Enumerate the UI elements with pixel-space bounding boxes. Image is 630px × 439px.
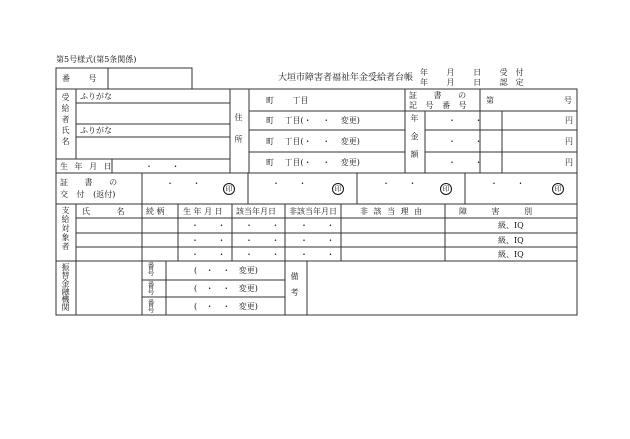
- issue-label-top: 証 書 の: [60, 178, 118, 187]
- certificate-dai: 第: [486, 96, 494, 105]
- pension-amount-label: 年金額: [410, 114, 419, 168]
- form-title: 大垣市障害者福祉年金受給者台帳: [278, 73, 414, 83]
- issue-date-4: ・ ・: [490, 179, 533, 188]
- remarks-label: 備考: [290, 272, 299, 304]
- row1-non-applicable: ・ ・: [300, 221, 343, 230]
- col-birth-date: 生 年 月 日: [183, 207, 223, 216]
- row1-grade: 級、IQ: [498, 221, 524, 230]
- certificate-go: 号: [564, 96, 572, 105]
- pension-yen-3: 円: [565, 158, 573, 167]
- row2-non-applicable: ・ ・: [300, 236, 343, 245]
- col-non-applicable-date: 非該当年月日: [289, 207, 337, 216]
- bank-change-2: ( ・ ・ 変更): [194, 284, 258, 293]
- row3-birth: ・ ・: [191, 250, 234, 259]
- recipient-name-field-1[interactable]: [77, 104, 229, 123]
- bank-label: 振替金融機関: [61, 263, 70, 311]
- row1-birth: ・ ・: [191, 221, 234, 230]
- birth-date-label: 生 年 月 日: [60, 162, 114, 171]
- issue-label-bottom: 交 付 (返付): [60, 190, 116, 199]
- address-row-1: 町 丁目: [266, 96, 309, 105]
- row1-applicable: ・ ・: [245, 221, 288, 230]
- address-row-3: 町 丁目(・ ・ 変更): [266, 137, 360, 146]
- row2-grade: 級、IQ: [498, 236, 524, 245]
- bank-change-1: ( ・ ・ 変更): [194, 266, 258, 275]
- row2-applicable: ・ ・: [245, 236, 288, 245]
- pension-yen-2: 円: [565, 137, 573, 146]
- certificate-label-top: 証 書 の: [409, 91, 467, 100]
- recipient-name-label: 受給者氏名: [61, 93, 70, 148]
- issue-date-3: ・ ・: [382, 179, 425, 188]
- bank-change-3: ( ・ ・ 変更): [194, 302, 258, 311]
- address-row-4: 町 丁目(・ ・ 変更): [266, 158, 360, 167]
- certificate-label-bottom: 記 号 番 号: [409, 101, 467, 110]
- received-date: 年 月 日 受付: [420, 68, 532, 77]
- seal-icon: 印: [223, 183, 235, 195]
- pension-date-3: ・ ・: [448, 158, 491, 167]
- form-number-label: 第5号様式(第5条関係): [56, 55, 137, 64]
- address-row-2: 町 丁目(・ ・ 変更): [266, 116, 360, 125]
- seal-icon: 印: [552, 183, 564, 195]
- birth-date-value: ・ ・: [145, 162, 188, 171]
- recipient-name-field-2[interactable]: [77, 138, 229, 158]
- bank-bango-2: 番号: [147, 281, 155, 295]
- pension-date-1: ・ ・: [448, 116, 491, 125]
- col-relation: 続 柄: [146, 207, 165, 216]
- bank-bango-3: 番号: [147, 299, 155, 313]
- furigana-label-1: ふりがな: [80, 92, 112, 101]
- col-disability: 障 害 別: [459, 207, 533, 216]
- row3-non-applicable: ・ ・: [300, 250, 343, 259]
- issue-date-2: ・ ・: [272, 179, 315, 188]
- bango-label: 番 号: [62, 74, 105, 83]
- row3-grade: 級、IQ: [498, 250, 524, 259]
- approved-date: 年 月 日 認定: [420, 78, 532, 87]
- remarks-field[interactable]: [308, 262, 576, 314]
- pension-yen-1: 円: [565, 116, 573, 125]
- bank-bango-1: 番号: [147, 262, 155, 276]
- row2-birth: ・ ・: [191, 236, 234, 245]
- seal-icon: 印: [332, 183, 344, 195]
- seal-icon: 印: [440, 183, 452, 195]
- pension-date-2: ・ ・: [448, 137, 491, 146]
- address-label: 住所: [234, 113, 243, 157]
- target-label: 支給対象者: [61, 206, 70, 251]
- furigana-label-2: ふりがな: [80, 126, 112, 135]
- col-name: 氏 名: [82, 207, 125, 216]
- row3-applicable: ・ ・: [245, 250, 288, 259]
- issue-date-1: ・ ・: [166, 179, 209, 188]
- col-applicable-date: 該当年月日: [236, 207, 276, 216]
- col-reason: 非 該 当 理 由: [360, 207, 423, 216]
